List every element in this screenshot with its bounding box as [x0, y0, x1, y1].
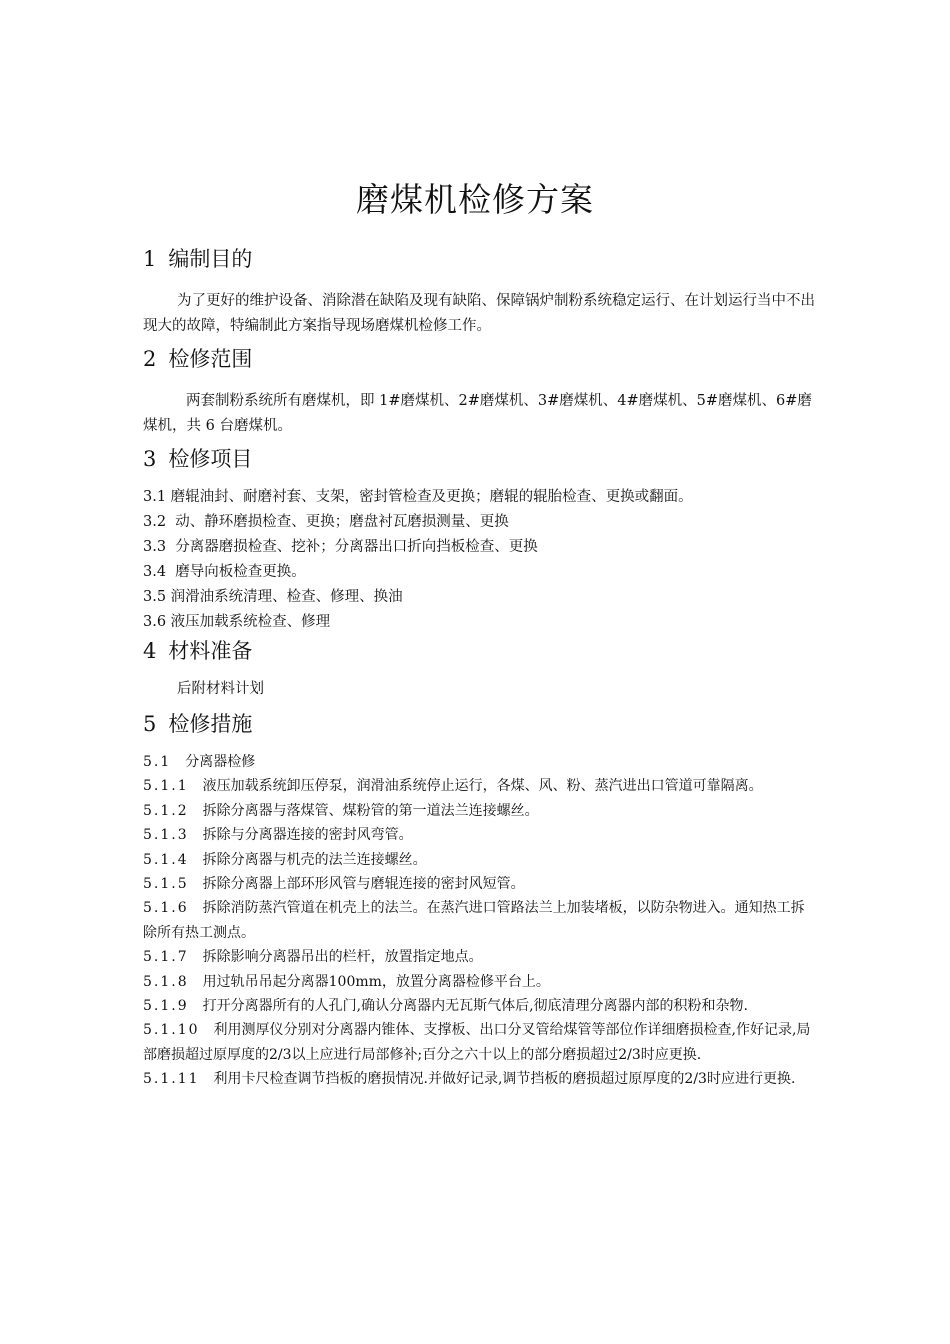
step-item: [143, 872, 815, 896]
step-item: [143, 970, 815, 994]
step-text: 用过轨吊吊起分离器100mm，放置分离器检修平台上。: [202, 973, 550, 990]
list-item: 3.4 磨导向板检查更换。: [143, 564, 306, 580]
step-list: [143, 774, 815, 1091]
list-item: 3.3 分离器磨损检查、挖补；分离器出口折向挡板检查、更换: [143, 539, 538, 555]
list-item: 3.6 液压加载系统检查、修理: [143, 614, 331, 630]
section-heading-4: 4 材料准备: [143, 639, 253, 663]
section-heading-1: 1 编制目的: [143, 247, 253, 271]
section-heading-5: 5 检修措施: [143, 712, 253, 736]
step-text: 拆除分离器与机壳的法兰连接螺丝。: [202, 851, 427, 868]
section-body-2: 两套制粉系统所有磨煤机，即 1#磨煤机、2#磨煤机、3#磨煤机、4#磨煤机、5#磨煤机、6#磨煤机，共 6 台磨煤机。: [143, 393, 812, 434]
section-heading-3: 3 检修项目: [143, 447, 253, 471]
sub-heading: 5.1 分离器检修: [143, 754, 256, 770]
step-number: 5.1.2: [143, 802, 189, 819]
document-title: 磨煤机检修方案: [356, 180, 594, 219]
step-number: 5.1.10: [143, 1022, 200, 1039]
step-number: 5.1.1: [143, 778, 189, 795]
step-text: 拆除消防蒸汽管道在机壳上的法兰。在蒸汽进口管路法兰上加装堵板，以防杂物进入。通知热工拆除所有热工测点。: [143, 900, 805, 941]
section-body-4: 后附材料计划: [177, 681, 264, 697]
step-item: [143, 823, 815, 847]
step-number: 5.1.9: [143, 998, 189, 1015]
step-item: [143, 774, 815, 798]
step-number: 5.1.11: [143, 1071, 200, 1088]
step-text: 拆除分离器与落煤管、煤粉管的第一道法兰连接螺丝。: [202, 802, 539, 819]
step-item: [143, 848, 815, 872]
section-heading-2: 2 检修范围: [143, 347, 253, 371]
step-item: [143, 1018, 815, 1067]
step-text: 拆除分离器上部环形风管与磨辊连接的密封风短管。: [202, 876, 525, 893]
step-number: 5.1.7: [143, 949, 189, 966]
step-item: [143, 1067, 815, 1091]
step-item: [143, 896, 815, 945]
step-text: 拆除影响分离器吊出的栏杆，放置指定地点。: [202, 949, 483, 966]
step-number: 5.1.5: [143, 876, 189, 893]
step-text: 液压加载系统卸压停泵，润滑油系统停止运行，各煤、风、粉、蒸汽进出口管道可靠隔离。: [202, 778, 763, 795]
step-number: 5.1.6: [143, 900, 189, 917]
step-number: 5.1.8: [143, 973, 189, 990]
list-item: 3.2 动、静环磨损检查、更换；磨盘衬瓦磨损测量、更换: [143, 514, 509, 530]
step-item: [143, 994, 815, 1018]
step-number: 5.1.4: [143, 851, 189, 868]
list-item: 3.5 润滑油系统清理、检查、修理、换油: [143, 589, 403, 605]
step-text: 利用测厚仪分别对分离器内锥体、支撑板、出口分叉管给煤管等部位作详细磨损检查,作好记录,局部磨损超过原厚度的2/3以上应进行局部修补;百分之六十以上的部分磨损超过2/3时应更换.: [143, 1022, 811, 1063]
document-body: [143, 243, 815, 1092]
step-text: 拆除与分离器连接的密封风弯管。: [202, 827, 413, 844]
step-item: [143, 799, 815, 823]
step-text: 打开分离器所有的人孔门,确认分离器内无瓦斯气体后,彻底清理分离器内部的积粉和杂物.: [202, 998, 748, 1015]
step-item: [143, 945, 815, 969]
list-item: 3.1 磨辊油封、耐磨衬套、支架，密封管检查及更换；磨辊的辊胎检查、更换或翻面。: [143, 489, 693, 505]
section-body-1: 为了更好的维护设备、消除潜在缺陷及现有缺陷、保障锅炉制粉系统稳定运行、在计划运行当中不出现大的故障，特编制此方案指导现场磨煤机检修工作。: [143, 293, 815, 334]
step-number: 5.1.3: [143, 827, 189, 844]
step-text: 利用卡尺检查调节挡板的磨损情况.并做好记录,调节挡板的磨损超过原厚度的2/3时应进行更换.: [213, 1071, 796, 1088]
